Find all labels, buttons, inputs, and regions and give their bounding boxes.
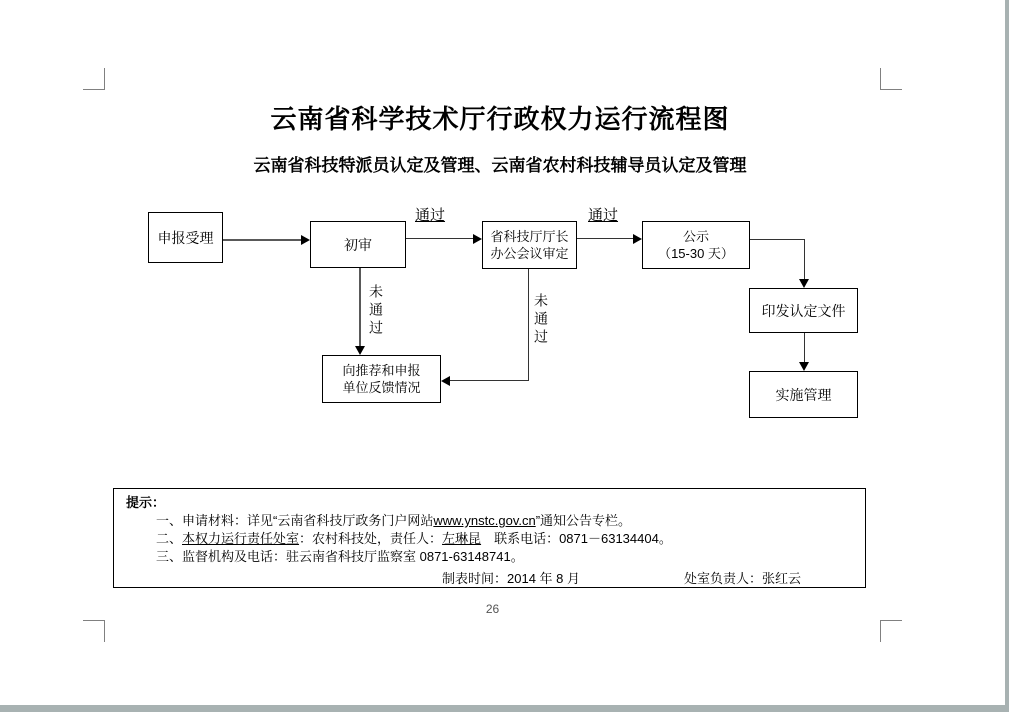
notes-line-1 [156,513,631,529]
arrowhead-into-feedback-top-icon [355,346,365,355]
connector-review-to-meeting [406,238,473,239]
flow-node-issue-document [749,288,858,333]
connector-meeting-to-feedback-vertical [528,269,529,381]
flow-node-feedback [322,355,441,403]
flow-node-publicity [642,221,750,269]
arrowhead-into-feedback-right-icon [441,376,450,386]
notes-line2-department: 本权力运行责任处室 [182,531,300,546]
notes-line2-person: 左琳昆 [442,531,482,546]
notes-heading: 提示： [126,495,166,510]
flow-node-implement-label: 实施管理 [775,386,832,403]
notes-line1-prefix: 一、申请材料：详见“云南省科技厅政务门户网站 [156,513,434,528]
crop-mark-top-left [83,68,105,90]
flow-node-first-review [310,221,406,268]
flow-node-publicity-line2: （15-30 天） [658,246,734,261]
arrowhead-into-publicity-icon [633,234,642,244]
notes-line2-middle: ：农村科技处，责任人： [299,531,443,546]
flow-node-director-meeting-line2: 办公会议审定 [490,246,569,261]
flow-node-publicity-line1: 公示 [682,229,709,244]
flow-node-director-meeting [482,221,577,269]
document-subtitle: 云南省科技特派员认定及管理、云南省农村科技辅导员认定及管理 [253,156,747,175]
connector-publicity-to-issue-horizontal [750,239,805,240]
connector-publicity-to-issue-vertical [804,239,805,279]
edge-label-pass-1: 通过 [415,207,446,224]
flow-node-accept [148,212,223,263]
flow-node-feedback-line2: 单位反馈情况 [342,380,421,395]
notes-line-3: 三、监督机构及电话：驻云南省科技厅监察室 0871-63148741。 [156,549,524,564]
flow-node-accept-label: 申报受理 [157,229,214,246]
notes-made-time: 制表时间：2014 年 8 月 [442,571,580,586]
website-link[interactable]: www.ynstc.gov.cn [433,513,536,528]
notes-line1-suffix: ”通知公告专栏。 [535,513,632,528]
edge-label-fail-2: 未通过 [533,293,549,347]
connector-accept-to-review [223,239,302,241]
connector-meeting-to-publicity [577,238,633,239]
window-edge-bottom [0,705,1009,712]
notes-manager: 处室负责人：张红云 [684,571,802,586]
flow-node-implement [749,371,858,418]
flow-node-first-review-label: 初审 [344,236,372,253]
notes-line2-suffix: 联系电话：0871－63134404。 [481,531,672,546]
connector-meeting-to-feedback-horizontal [450,380,529,381]
arrowhead-into-meeting-icon [473,234,482,244]
edge-label-fail-1: 未通过 [368,284,384,338]
page-number: 26 [485,602,500,616]
edge-label-pass-2: 通过 [588,207,619,224]
connector-issue-to-implement [804,333,805,362]
flow-node-feedback-line1: 向推荐和申报 [342,363,421,378]
arrowhead-into-issue-icon [799,279,809,288]
window-edge-right [1005,0,1009,712]
arrowhead-into-review-icon [301,235,310,245]
notes-line2-number: 二、 [156,531,183,546]
flow-node-director-meeting-line1: 省科技厅厅长 [490,229,569,244]
crop-mark-bottom-right [880,620,902,642]
connector-review-to-feedback [359,268,361,346]
crop-mark-bottom-left [83,620,105,642]
notes-line-2 [156,531,672,547]
crop-mark-top-right [880,68,902,90]
notes-box [113,488,866,588]
arrowhead-into-implement-icon [799,362,809,371]
flow-node-issue-document-label: 印发认定文件 [761,302,846,319]
document-title: 云南省科学技术厅行政权力运行流程图 [270,104,730,134]
